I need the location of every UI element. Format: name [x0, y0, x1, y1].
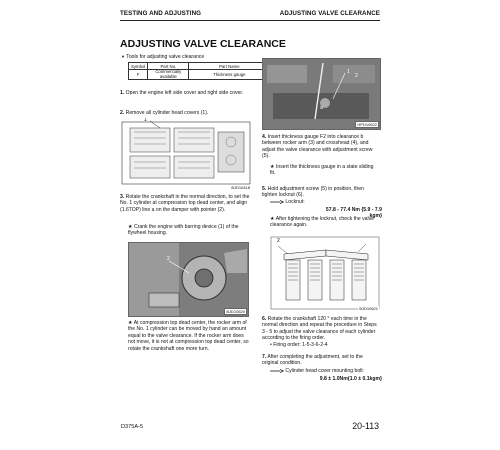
- footer-model: D375A-5: [121, 424, 144, 430]
- step-3-note: [128, 224, 252, 237]
- step-7-bolt-label: Cylinder head cover mounting bolt:: [285, 368, 365, 374]
- fig3-caption: HPD10622: [357, 122, 377, 127]
- tools-cell-partno: Commercially available: [148, 70, 189, 80]
- step-5: [262, 186, 380, 199]
- step-7-bolt: [270, 368, 380, 374]
- header-left: TESTING AND ADJUSTING: [120, 10, 202, 17]
- step-1-num: 1.: [120, 90, 125, 96]
- step-3: [120, 194, 252, 213]
- tools-intro-text: Tools for adjusting valve clearance: [126, 54, 205, 60]
- star-icon: ★: [128, 320, 133, 326]
- step-6-text: Rotate the crankshaft 120 ° each time in the normal direction and repeat the procedure in Steps 3 - 5 to adjust the valve clearance of each cylinder according to the firing order.: [262, 316, 377, 342]
- step-3-num: 3.: [120, 194, 125, 200]
- fig4-label-2: 2: [277, 238, 280, 244]
- table-row: [129, 70, 270, 80]
- step-2: [120, 110, 252, 116]
- step-5-note-text: After tightening the locknut, check the valve clearance again.: [270, 216, 374, 229]
- valve-clearance-drawing: [270, 236, 380, 310]
- tools-intro: [121, 54, 204, 60]
- step-7-num: 7.: [262, 354, 267, 360]
- step-3-text: Rotate the crankshaft in the normal direction, to set the No. 1 cylinder at compression top dead center, and align (1.6TOP) line a on the damper with pointer (2).: [120, 194, 250, 213]
- tools-table-header: [129, 63, 270, 70]
- header-rule: [120, 20, 380, 21]
- step-7-text: After completing the adjustment, set to the original condition.: [262, 354, 363, 367]
- fig2-label-2: 2: [167, 256, 170, 262]
- step-6-firing-order: • Firing order: 1-5-3-6-2-4: [270, 342, 328, 348]
- step-4-note: [270, 164, 380, 177]
- tools-cell-symbol: F: [129, 70, 148, 80]
- step-4-note-text: Insert the thickness gauge in a state sliding fit.: [270, 164, 374, 177]
- step-6-firing-order-text: Firing order: 1-5-3-6-2-4: [273, 342, 328, 348]
- tools-cell-partname: Thickness gauge: [189, 70, 270, 80]
- fig3-label-1: 1: [347, 69, 350, 75]
- step-3-note-2-text: At compression top dead center, the rocker arm of the No. 1 cylinder can be moved by hand an amount equal to the valve clearance. If the rocker arm does not move, it is not at compression top dead center, so rotate the crankshaft one more turn.: [128, 320, 249, 352]
- step-5-torque: 57.8 - 77.4 Nm {5.9 - 7.9 kgm}: [325, 207, 382, 220]
- page-title: ADJUSTING VALVE CLEARANCE: [120, 38, 286, 50]
- wrench-icon: [270, 200, 284, 204]
- step-2-num: 2.: [120, 110, 125, 116]
- star-icon: ★: [128, 224, 133, 230]
- step-5-locknut-label: Locknut:: [285, 199, 305, 205]
- footer-page-number: 20-113: [352, 421, 379, 431]
- step-1: [120, 90, 252, 96]
- step-3-note-2: [128, 320, 252, 352]
- header-right: ADJUSTING VALVE CLEARANCE: [279, 10, 380, 17]
- step-2-text: Remove all cylinder head covers (1).: [125, 110, 209, 116]
- step-6-num: 6.: [262, 316, 267, 322]
- tools-table: [128, 62, 270, 80]
- step-4: [262, 134, 380, 160]
- star-icon: ★: [270, 164, 275, 170]
- barring-device-photo: [129, 243, 248, 316]
- bullet-icon: ▼: [121, 54, 125, 59]
- step-5-locknut: [270, 199, 380, 205]
- step-5-num: 5.: [262, 186, 267, 192]
- step-5-note: [270, 216, 380, 229]
- figure-valve-drawing: [270, 236, 380, 310]
- star-icon: ★: [270, 216, 275, 222]
- engine-top-drawing: [120, 118, 253, 190]
- step-4-num: 4.: [262, 134, 267, 140]
- fig4-caption: BJD10621: [359, 306, 378, 310]
- fig2-caption: BJD10620: [226, 309, 245, 314]
- wrench-icon: [270, 369, 284, 373]
- step-7-torque: 9.8 ± 1.0Nm{1.0 ± 0.1kgm}: [319, 376, 382, 382]
- fig3-label-2: 2: [355, 73, 358, 79]
- tools-header-partno: Part No.: [148, 63, 189, 70]
- rocker-arm-photo: [263, 59, 380, 129]
- step-5-text: Hold adjustment screw (5) in position, then tighten locknut (6).: [262, 186, 364, 199]
- fig1-caption: BJD10418: [231, 185, 250, 190]
- fig3-label-a: a: [320, 105, 323, 111]
- step-6: [262, 316, 380, 342]
- tools-header-symbol: Symbol: [129, 63, 148, 70]
- figure-cylinder-head-covers: [120, 118, 253, 190]
- figure-rocker-arm-photo: [262, 58, 381, 130]
- fig1-label-1: 1: [144, 118, 147, 123]
- step-1-text: Open the engine left side cover and right side cover.: [125, 90, 244, 96]
- step-3-note-text: Crank the engine with barring device (1) of the flywheel housing.: [128, 224, 239, 237]
- step-7: [262, 354, 380, 367]
- step-4-text: Insert thickness gauge F2 into clearance b between rocker arm (3) and crosshead (4), and adjust the valve clearance with adjustment screw (5).: [262, 134, 373, 160]
- figure-barring-device: [128, 242, 249, 317]
- tools-header-partname: Part Name: [189, 63, 270, 70]
